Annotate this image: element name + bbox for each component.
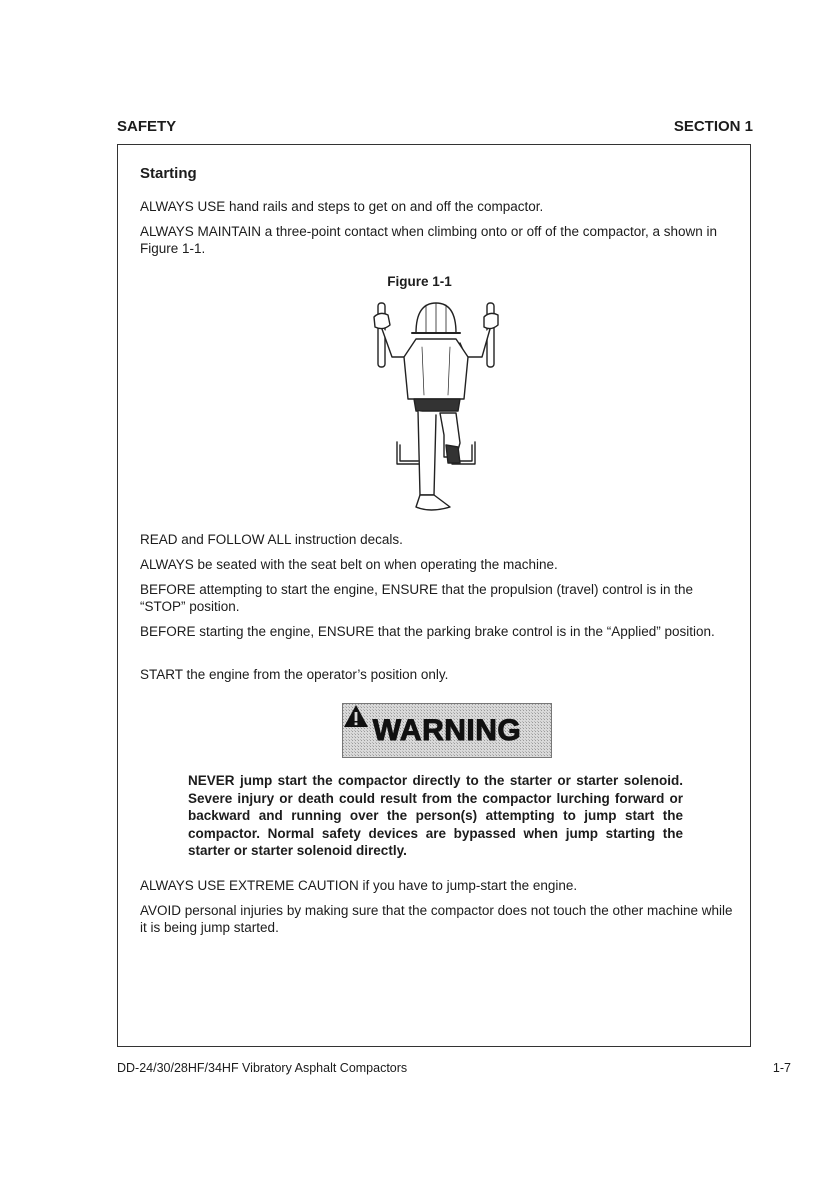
section-number: SECTION 1 [673,118,753,135]
figure-caption: Figure 1-1 [387,274,452,289]
paragraph-seat-belt: ALWAYS be seated with the seat belt on when operating the machine. [140,557,558,572]
paragraph-propulsion-control: BEFORE attempting to start the engine, ENSURE that the propulsion (travel) control is in the “STOP” position. [140,582,694,614]
warning-triangle-icon [343,704,369,728]
section-title: SAFETY [117,118,177,135]
warning-banner [342,703,552,758]
paragraph-extreme-caution: ALWAYS USE EXTREME CAUTION if you have to jump-start the engine. [140,878,578,893]
subheading: Starting [140,165,197,182]
operator-climbing-illustration [364,295,508,517]
footer-title: DD-24/30/28HF/34HF Vibratory Asphalt Compactors [117,1061,408,1075]
paragraph-hand-rails: ALWAYS USE hand rails and steps to get on and off the compactor. [140,199,544,214]
paragraph-three-point-contact: ALWAYS MAINTAIN a three-point contact when climbing onto or off of the compactor, a shown in Figure 1-1. [140,224,718,256]
warning-text: NEVER jump start the compactor directly to the starter or starter solenoid. Severe injury or death could result from the compactor lurching forward or backward and running over the person(s) attempting to jump start the compactor. Normal safety devices are bypassed when jump starting the starter or starter solenoid directly. [188,773,683,858]
paragraph-read-decals: READ and FOLLOW ALL instruction decals. [140,532,403,547]
paragraph-parking-brake: BEFORE starting the engine, ENSURE that the parking brake control is in the “Applied” position. [140,624,715,639]
paragraph-operator-position: START the engine from the operator’s position only. [140,667,449,682]
paragraph-avoid-injuries: AVOID personal injuries by making sure that the compactor does not touch the other machine while it is being jump started. [140,903,733,935]
warning-label: WARNING [372,713,522,747]
page-number: 1-7 [772,1061,791,1075]
